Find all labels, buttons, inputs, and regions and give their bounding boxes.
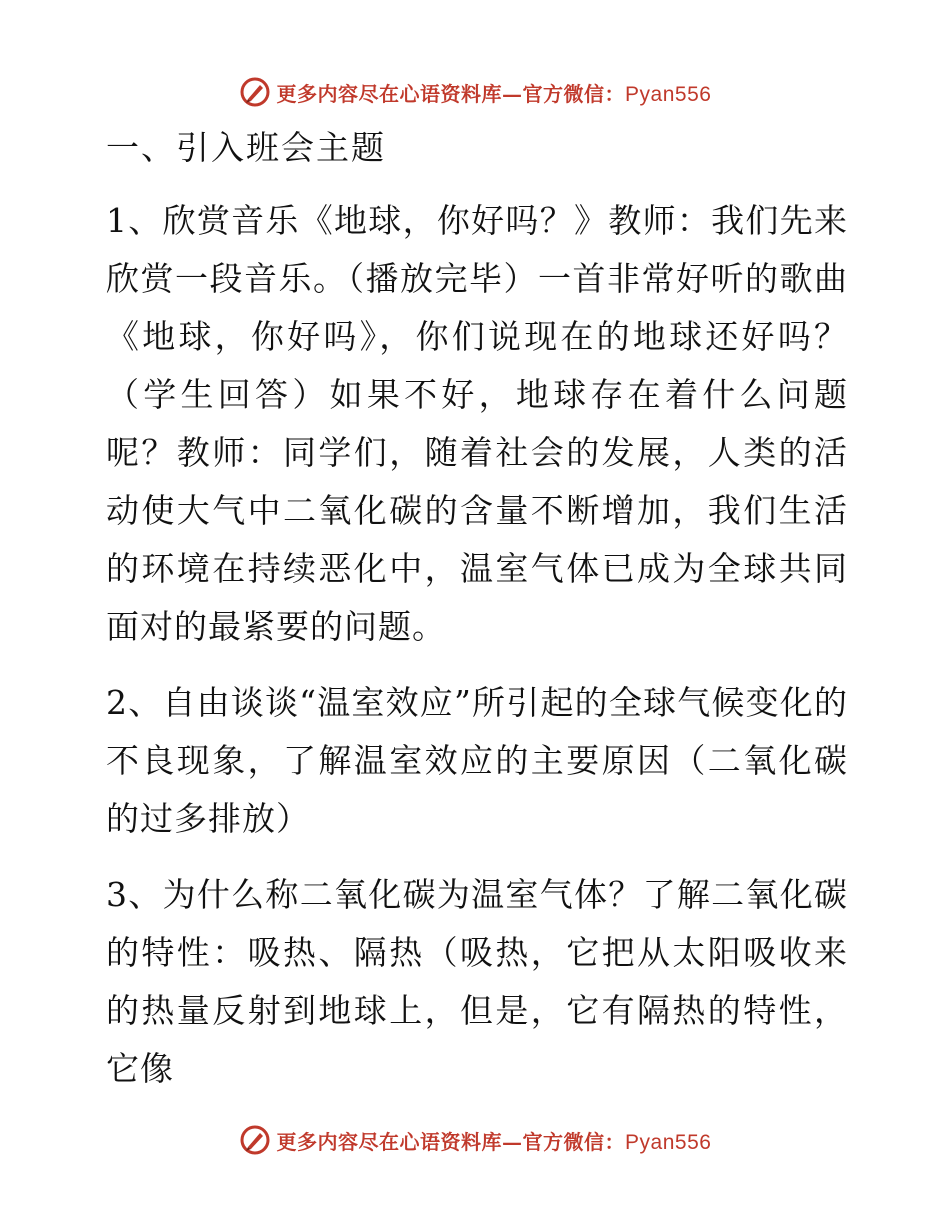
watermark-handle: Pyan556 (625, 1130, 712, 1154)
header-watermark (0, 72, 950, 112)
pen-logo-icon (239, 1124, 271, 1156)
watermark-handle: Pyan556 (625, 82, 712, 106)
footer-watermark (0, 1120, 950, 1160)
watermark-label: 更多内容尽在心语资料库—官方微信： (276, 1129, 626, 1154)
watermark-label: 更多内容尽在心语资料库—官方微信： (276, 81, 626, 106)
document-body (98, 124, 848, 1098)
watermark-text (277, 78, 712, 107)
paragraph-3: 3、为什么称二氧化碳为温室气体？了解二氧化碳的特性：吸热、隔热（吸热，它把从太阳吸收来的热量反射到地球上，但是，它有隔热的特性，它像 (106, 875, 848, 1088)
paragraph-2: 2、自由谈谈“温室效应”所引起的全球气候变化的不良现象，了解温室效应的主要原因（二氧化碳的过多排放） (106, 683, 848, 838)
watermark-text (277, 1126, 712, 1155)
paragraph-1: 1、欣赏音乐《地球，你好吗？》教师：我们先来欣赏一段音乐。（播放完毕）一首非常好听的歌曲《地球，你好吗》，你们说现在的地球还好吗？（学生回答）如果不好，地球存在着什么问题呢？教师：同学们，随着社会的发展，人类的活动使大气中二氧化碳的含量不断增加，我们生活的环境在持续恶化中，温室气体已成为全球共同面对的最紧要的问题。 (106, 201, 848, 646)
pen-logo-icon (239, 76, 271, 108)
section-heading: 一、引入班会主题 (106, 128, 386, 167)
